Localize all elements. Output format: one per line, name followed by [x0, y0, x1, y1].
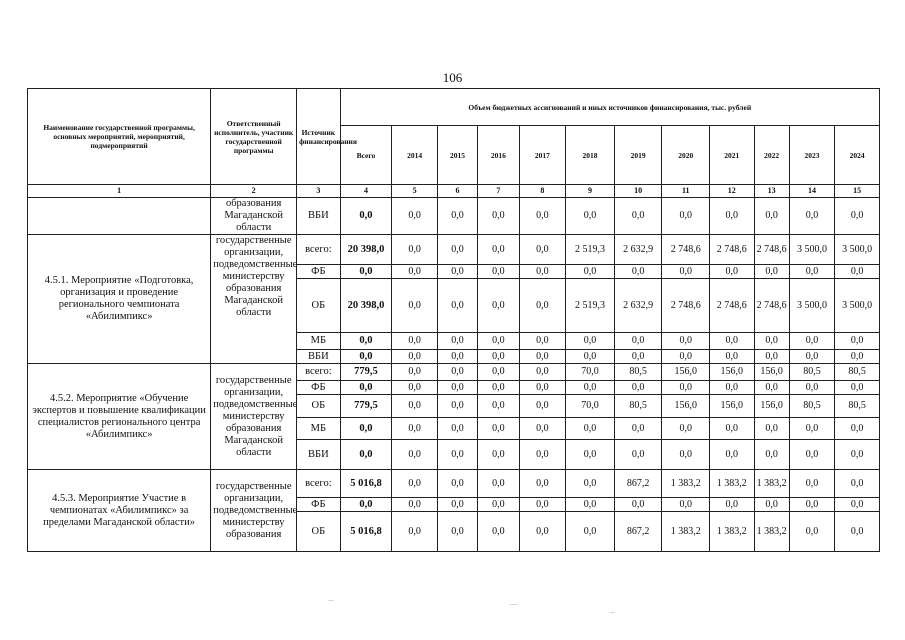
program-name: 4.5.3. Мероприятие Участие в чемпионатах «Абилимпикс» за пределами Магаданской области» [28, 470, 211, 552]
column-number: 8 [519, 185, 566, 198]
year-amount: 0,0 [392, 350, 438, 364]
year-amount: 0,0 [789, 440, 835, 470]
year-amount: 0,0 [566, 498, 615, 512]
header-total: Всего [340, 126, 392, 185]
year-amount: 2 748,6 [710, 235, 755, 265]
column-number: 3 [297, 185, 340, 198]
year-amount: 0,0 [754, 440, 789, 470]
year-amount: 0,0 [754, 198, 789, 235]
year-amount: 0,0 [519, 440, 566, 470]
year-amount: 0,0 [392, 418, 438, 440]
year-amount: 0,0 [519, 235, 566, 265]
header-year: 2015 [437, 126, 477, 185]
year-amount: 3 500,0 [835, 279, 880, 333]
total-amount: 779,5 [340, 395, 392, 418]
year-amount: 0,0 [519, 364, 566, 381]
year-amount: 0,0 [566, 333, 615, 350]
header-year: 2023 [789, 126, 835, 185]
year-amount: 156,0 [662, 395, 710, 418]
funding-source: всего: [297, 364, 340, 381]
year-amount: 0,0 [614, 265, 662, 279]
year-amount: 0,0 [437, 381, 477, 395]
header-year: 2014 [392, 126, 438, 185]
year-amount: 2 748,6 [710, 279, 755, 333]
year-amount: 0,0 [478, 364, 519, 381]
year-amount: 0,0 [519, 265, 566, 279]
year-amount: 0,0 [789, 470, 835, 498]
program-name: 4.5.2. Мероприятие «Обучение экспертов и повышение квалификации специалистов регионального центра «Абилимпикс» [28, 364, 211, 470]
year-amount: 80,5 [835, 395, 880, 418]
year-amount: 0,0 [662, 381, 710, 395]
funding-source: ОБ [297, 279, 340, 333]
year-amount: 3 500,0 [835, 235, 880, 265]
year-amount: 0,0 [789, 418, 835, 440]
year-amount: 0,0 [392, 235, 438, 265]
header-year: 2022 [754, 126, 789, 185]
year-amount: 0,0 [835, 350, 880, 364]
year-amount: 2 632,9 [614, 279, 662, 333]
funding-source: ФБ [297, 265, 340, 279]
budget-table [27, 88, 880, 552]
year-amount: 0,0 [710, 418, 755, 440]
year-amount: 156,0 [710, 364, 755, 381]
year-amount: 0,0 [789, 198, 835, 235]
total-amount: 0,0 [340, 440, 392, 470]
funding-source: ВБИ [297, 440, 340, 470]
year-amount: 0,0 [835, 198, 880, 235]
total-amount: 0,0 [340, 498, 392, 512]
year-amount: 0,0 [519, 470, 566, 498]
year-amount: 0,0 [478, 512, 519, 552]
year-amount: 0,0 [478, 395, 519, 418]
year-amount: 0,0 [437, 279, 477, 333]
funding-source: ВБИ [297, 350, 340, 364]
year-amount: 0,0 [835, 418, 880, 440]
year-amount: 2 748,6 [662, 235, 710, 265]
year-amount: 0,0 [566, 350, 615, 364]
total-amount: 20 398,0 [340, 279, 392, 333]
funding-source: ФБ [297, 498, 340, 512]
header-year: 2017 [519, 126, 566, 185]
column-number: 2 [211, 185, 297, 198]
total-amount: 0,0 [340, 350, 392, 364]
year-amount: 0,0 [392, 498, 438, 512]
header-source: Источник финансирования [297, 89, 340, 185]
year-amount: 0,0 [519, 333, 566, 350]
year-amount: 0,0 [437, 198, 477, 235]
header-year: 2018 [566, 126, 615, 185]
header-responsible: Ответственный исполнитель, участник государственной программы [211, 89, 297, 185]
funding-source: ФБ [297, 381, 340, 395]
year-amount: 0,0 [519, 381, 566, 395]
funding-source: ОБ [297, 395, 340, 418]
column-number: 1 [28, 185, 211, 198]
table-row [28, 364, 880, 381]
funding-source: МБ [297, 333, 340, 350]
year-amount: 0,0 [614, 418, 662, 440]
year-amount: 0,0 [478, 265, 519, 279]
column-number: 5 [392, 185, 438, 198]
column-number: 10 [614, 185, 662, 198]
year-amount: 0,0 [437, 512, 477, 552]
year-amount: 867,2 [614, 470, 662, 498]
year-amount: 0,0 [478, 418, 519, 440]
total-amount: 0,0 [340, 333, 392, 350]
total-amount: 0,0 [340, 198, 392, 235]
year-amount: 0,0 [835, 498, 880, 512]
responsible-executor: образования Магаданской области [211, 198, 297, 235]
year-amount: 0,0 [392, 470, 438, 498]
year-amount: 0,0 [437, 364, 477, 381]
responsible-executor: государственные организации, подведомственные министерству образования Магаданской области [211, 364, 297, 470]
year-amount: 0,0 [710, 440, 755, 470]
year-amount: 0,0 [519, 418, 566, 440]
total-amount: 5 016,8 [340, 512, 392, 552]
responsible-executor: государственные организации, подведомственные министерству образования [211, 470, 297, 552]
year-amount: 0,0 [519, 512, 566, 552]
year-amount: 0,0 [710, 265, 755, 279]
year-amount: 0,0 [392, 333, 438, 350]
year-amount: 0,0 [478, 350, 519, 364]
year-amount: 0,0 [478, 381, 519, 395]
year-amount: 156,0 [754, 395, 789, 418]
year-amount: 0,0 [478, 333, 519, 350]
total-amount: 0,0 [340, 381, 392, 395]
year-amount: 0,0 [478, 235, 519, 265]
year-amount: 0,0 [835, 470, 880, 498]
year-amount: 80,5 [789, 395, 835, 418]
year-amount: 0,0 [662, 198, 710, 235]
year-amount: 0,0 [437, 395, 477, 418]
column-number: 11 [662, 185, 710, 198]
year-amount: 0,0 [566, 198, 615, 235]
year-amount: 0,0 [392, 198, 438, 235]
year-amount: 0,0 [835, 512, 880, 552]
year-amount: 0,0 [710, 350, 755, 364]
year-amount: 0,0 [437, 235, 477, 265]
header-year: 2021 [710, 126, 755, 185]
table-row [28, 198, 880, 235]
year-amount: 0,0 [789, 512, 835, 552]
year-amount: 2 519,3 [566, 279, 615, 333]
year-amount: 1 383,2 [710, 470, 755, 498]
year-amount: 0,0 [835, 381, 880, 395]
year-amount: 0,0 [437, 418, 477, 440]
year-amount: 80,5 [789, 364, 835, 381]
year-amount: 0,0 [710, 381, 755, 395]
year-amount: 2 632,9 [614, 235, 662, 265]
year-amount: 0,0 [710, 498, 755, 512]
column-number: 12 [710, 185, 755, 198]
year-amount: 0,0 [662, 265, 710, 279]
year-amount: 80,5 [614, 364, 662, 381]
year-amount: 0,0 [789, 333, 835, 350]
year-amount: 0,0 [519, 498, 566, 512]
year-amount: 0,0 [614, 198, 662, 235]
year-amount: 0,0 [478, 470, 519, 498]
column-number: 15 [835, 185, 880, 198]
year-amount: 1 383,2 [662, 470, 710, 498]
funding-source: ОБ [297, 512, 340, 552]
year-amount: 0,0 [392, 512, 438, 552]
total-amount: 0,0 [340, 418, 392, 440]
column-number: 14 [789, 185, 835, 198]
year-amount: 0,0 [835, 265, 880, 279]
scan-mark [328, 600, 334, 601]
year-amount: 0,0 [437, 265, 477, 279]
year-amount: 0,0 [437, 440, 477, 470]
year-amount: 0,0 [519, 395, 566, 418]
total-amount: 779,5 [340, 364, 392, 381]
year-amount: 80,5 [835, 364, 880, 381]
scan-mark [610, 612, 615, 613]
year-amount: 0,0 [662, 333, 710, 350]
year-amount: 0,0 [566, 265, 615, 279]
year-amount: 0,0 [754, 498, 789, 512]
year-amount: 1 383,2 [710, 512, 755, 552]
header-program: Наименование государственной программы, основных мероприятий, мероприятий, подмероприятий [28, 89, 211, 185]
year-amount: 0,0 [566, 512, 615, 552]
header-year: 2016 [478, 126, 519, 185]
year-amount: 70,0 [566, 364, 615, 381]
column-number-row [28, 185, 880, 198]
year-amount: 0,0 [614, 440, 662, 470]
year-amount: 0,0 [437, 333, 477, 350]
year-amount: 156,0 [710, 395, 755, 418]
year-amount: 0,0 [835, 440, 880, 470]
year-amount: 0,0 [478, 198, 519, 235]
year-amount: 0,0 [710, 333, 755, 350]
year-amount: 0,0 [754, 350, 789, 364]
year-amount: 0,0 [478, 440, 519, 470]
column-number: 4 [340, 185, 392, 198]
year-amount: 0,0 [614, 333, 662, 350]
column-number: 13 [754, 185, 789, 198]
year-amount: 0,0 [437, 350, 477, 364]
year-amount: 0,0 [566, 440, 615, 470]
table-row [28, 235, 880, 265]
year-amount: 0,0 [835, 333, 880, 350]
column-number: 9 [566, 185, 615, 198]
year-amount: 0,0 [566, 381, 615, 395]
year-amount: 156,0 [754, 364, 789, 381]
year-amount: 0,0 [392, 381, 438, 395]
year-amount: 0,0 [789, 381, 835, 395]
year-amount: 0,0 [437, 498, 477, 512]
year-amount: 2 748,6 [754, 279, 789, 333]
total-amount: 0,0 [340, 265, 392, 279]
year-amount: 0,0 [566, 418, 615, 440]
year-amount: 0,0 [519, 198, 566, 235]
year-amount: 0,0 [662, 350, 710, 364]
year-amount: 2 748,6 [754, 235, 789, 265]
program-name [28, 198, 211, 235]
program-name: 4.5.1. Мероприятие «Подготовка, организация и проведение регионального чемпионата «Абилимпикс» [28, 235, 211, 364]
year-amount: 70,0 [566, 395, 615, 418]
year-amount: 0,0 [754, 333, 789, 350]
year-amount: 0,0 [566, 470, 615, 498]
year-amount: 0,0 [662, 440, 710, 470]
scan-mark [510, 604, 518, 605]
year-amount: 0,0 [519, 279, 566, 333]
year-amount: 0,0 [614, 381, 662, 395]
year-amount: 1 383,2 [754, 512, 789, 552]
year-amount: 1 383,2 [662, 512, 710, 552]
year-amount: 0,0 [392, 279, 438, 333]
page-number: 106 [442, 70, 463, 85]
total-amount: 20 398,0 [340, 235, 392, 265]
funding-source: МБ [297, 418, 340, 440]
year-amount: 0,0 [392, 364, 438, 381]
year-amount: 0,0 [478, 498, 519, 512]
table-row [28, 470, 880, 498]
year-amount: 0,0 [392, 265, 438, 279]
header-year: 2024 [835, 126, 880, 185]
year-amount: 0,0 [789, 498, 835, 512]
year-amount: 0,0 [392, 395, 438, 418]
year-amount: 0,0 [614, 498, 662, 512]
funding-source: всего: [297, 470, 340, 498]
year-amount: 156,0 [662, 364, 710, 381]
column-number: 6 [437, 185, 477, 198]
year-amount: 0,0 [789, 265, 835, 279]
year-amount: 867,2 [614, 512, 662, 552]
year-amount: 2 519,3 [566, 235, 615, 265]
header-year: 2020 [662, 126, 710, 185]
year-amount: 0,0 [662, 418, 710, 440]
year-amount: 1 383,2 [754, 470, 789, 498]
year-amount: 2 748,6 [662, 279, 710, 333]
year-amount: 80,5 [614, 395, 662, 418]
header-year: 2019 [614, 126, 662, 185]
year-amount: 0,0 [614, 350, 662, 364]
year-amount: 0,0 [478, 279, 519, 333]
year-amount: 0,0 [754, 265, 789, 279]
year-amount: 0,0 [519, 350, 566, 364]
year-amount: 0,0 [789, 350, 835, 364]
column-number: 7 [478, 185, 519, 198]
year-amount: 0,0 [437, 470, 477, 498]
year-amount: 3 500,0 [789, 235, 835, 265]
total-amount: 5 016,8 [340, 470, 392, 498]
responsible-executor: государственные организации, подведомственные министерству образования Магаданской области [211, 235, 297, 364]
funding-source: ВБИ [297, 198, 340, 235]
year-amount: 0,0 [662, 498, 710, 512]
year-amount: 0,0 [392, 440, 438, 470]
year-amount: 0,0 [710, 198, 755, 235]
funding-source: всего: [297, 235, 340, 265]
year-amount: 3 500,0 [789, 279, 835, 333]
header-volume: Объем бюджетных ассигнований и иных источников финансирования, тыс. рублей [340, 89, 879, 126]
year-amount: 0,0 [754, 381, 789, 395]
year-amount: 0,0 [754, 418, 789, 440]
